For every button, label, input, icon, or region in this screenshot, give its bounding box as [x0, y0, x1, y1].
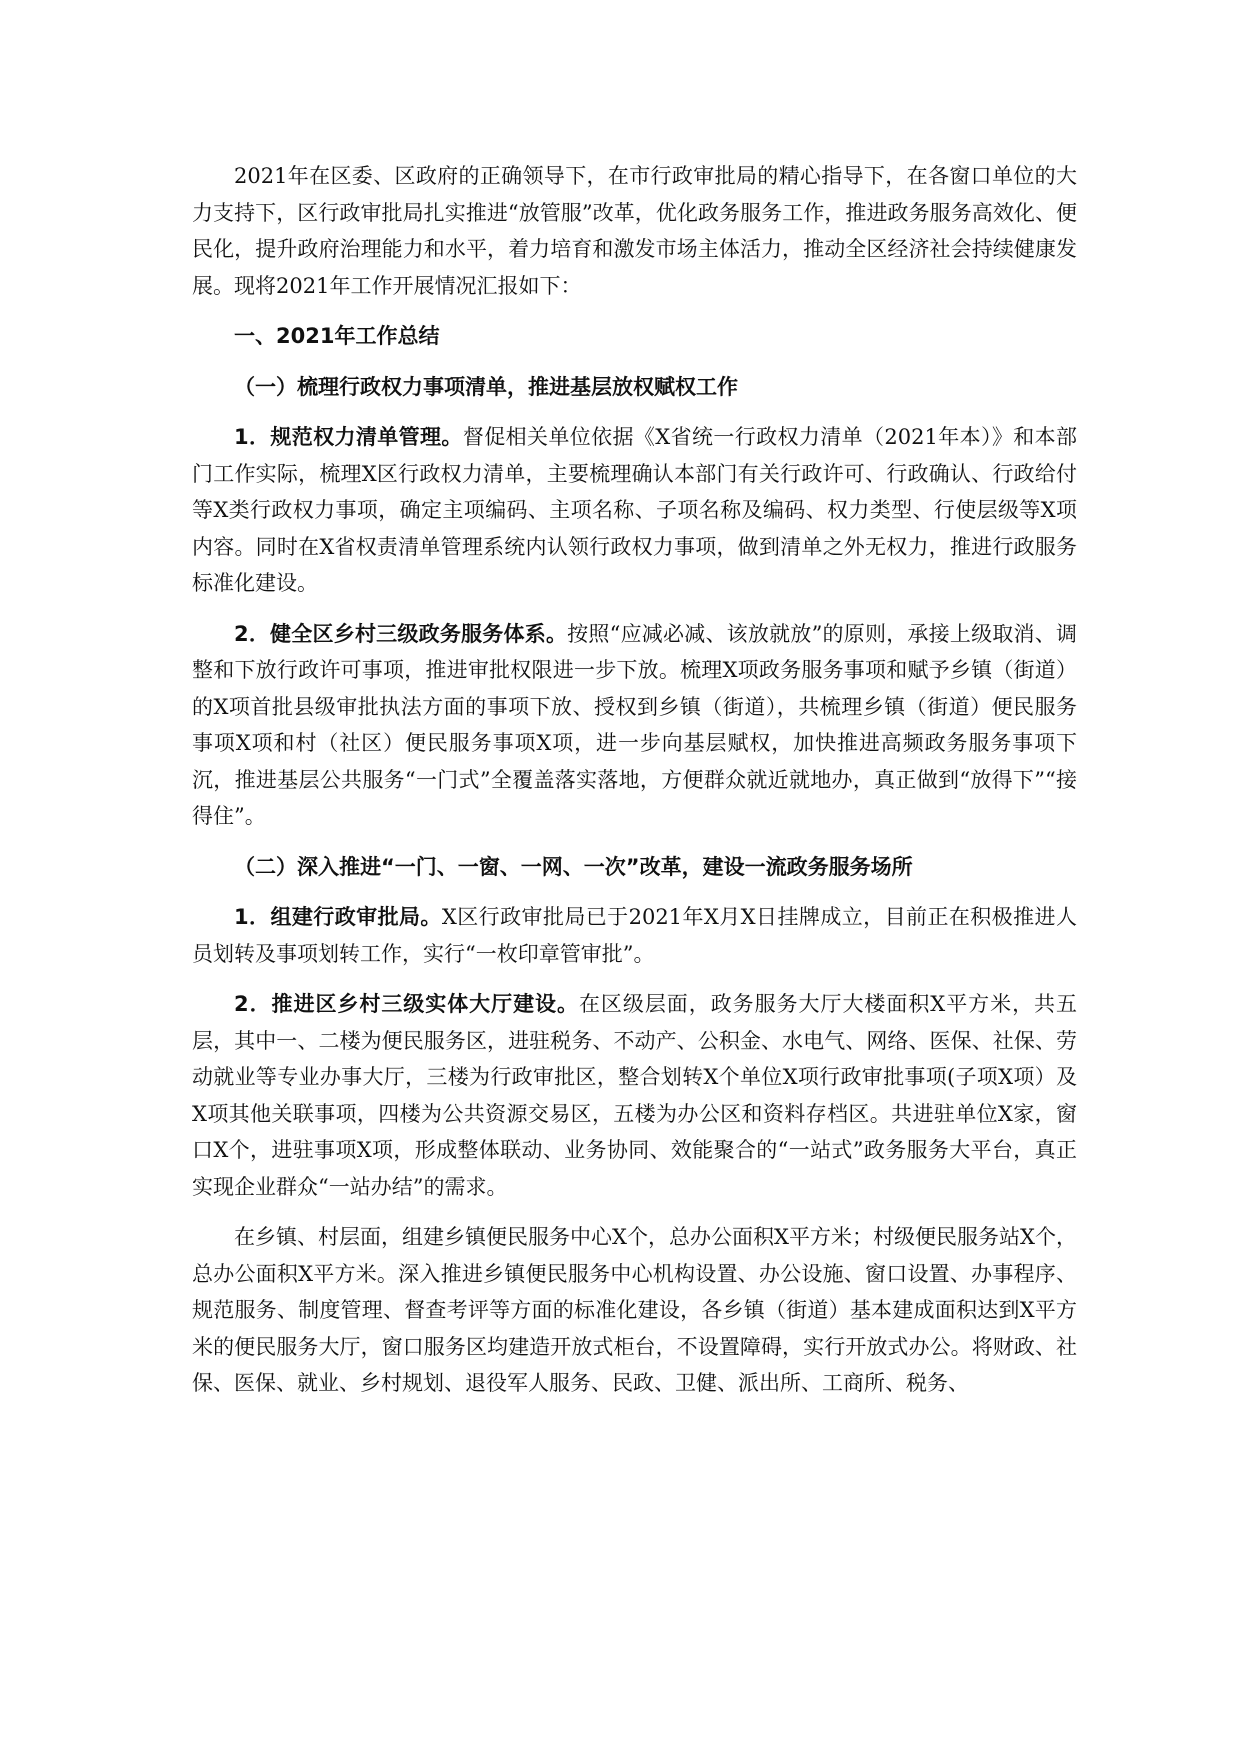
body-paragraph: 在乡镇、村层面，组建乡镇便民服务中心X个，总办公面积X平方米；村级便民服务站X个，总办公面积X平方米。深入推进乡镇便民服务中心机构设置、办公设施、窗口设置、办事程序、规范服务、制度管理、督查考评等方面的标准化建设，各乡镇（街道）基本建成面积达到X平方米的便民服务大厅，窗口服务区均建造开放式柜台，不设置障碍，实行开放式办公。将财政、社保、医保、就业、乡村规划、退役军人服务、民政、卫健、派出所、工商所、税务、	[192, 1225, 1077, 1395]
item-paragraph	[192, 419, 1077, 602]
document-body	[192, 158, 1077, 1416]
subsection-heading-2: （二）深入推进“一门、一窗、一网、一次”改革，建设一流政务服务场所	[234, 854, 913, 879]
item-lead: 2．健全区乡村三级政务服务体系。	[234, 621, 568, 646]
subsection-heading-1: （一）梳理行政权力事项清单，推进基层放权赋权工作	[234, 374, 738, 399]
item-lead: 1．组建行政审批局。	[234, 905, 442, 929]
item-text: X区行政审批局已于2021年X月X日挂牌成立，目前正在积极推进人员划转及事项划转工作，实行“一枚印章管审批”。	[192, 905, 1077, 966]
item-text: 督促相关单位依据《X省统一行政权力清单（2021年本）》和本部门工作实际，梳理X区行政权力清单，主要梳理确认本部门有关行政许可、行政确认、行政给付等X类行政权力事项，确定主项编码、主项名称、子项名称及编码、权力类型、行使层级等X项内容。同时在X省权责清单管理系统内认领行政权力事项，做到清单之外无权力，推进行政服务标准化建设。	[192, 425, 1077, 595]
item-lead: 1．规范权力清单管理。	[234, 425, 463, 449]
item-paragraph	[192, 616, 1077, 835]
section-heading: 一、2021年工作总结	[234, 324, 440, 348]
item-lead: 2．推进区乡村三级实体大厅建设。	[234, 992, 579, 1016]
item-text: 按照“应减必减、该放就放”的原则，承接上级取消、调整和下放行政许可事项，推进审批权限进一步下放。梳理X项政务服务事项和赋予乡镇（街道）的X项首批县级审批执法方面的事项下放、授权到乡镇（街道），共梳理乡镇（街道）便民服务事项X项和村（社区）便民服务事项X项，进一步向基层赋权，加快推进高频政务服务事项下沉，推进基层公共服务“一门式”全覆盖落实落地，方便群众就近就地办，真正做到“放得下”“接得住”。	[192, 621, 1077, 828]
item-paragraph	[192, 986, 1077, 1205]
item-paragraph	[192, 899, 1077, 972]
item-text: 在区级层面，政务服务大厅大楼面积X平方米，共五层，其中一、二楼为便民服务区，进驻税务、不动产、公积金、水电气、网络、医保、社保、劳动就业等专业办事大厅，三楼为行政审批区，整合划转X个单位X项行政审批事项(子项X项）及X项其他关联事项，四楼为公共资源交易区，五楼为办公区和资料存档区。共进驻单位X家，窗口X个，进驻事项X项，形成整体联动、业务协同、效能聚合的“一站式”政务服务大平台，真正实现企业群众“一站办结”的需求。	[192, 992, 1077, 1199]
intro-paragraph: 2021年在区委、区政府的正确领导下，在市行政审批局的精心指导下，在各窗口单位的大力支持下，区行政审批局扎实推进“放管服”改革，优化政务服务工作，推进政务服务高效化、便民化，提升政府治理能力和水平，着力培育和激发市场主体活力，推动全区经济社会持续健康发展。现将2021年工作开展情况汇报如下：	[192, 164, 1077, 298]
